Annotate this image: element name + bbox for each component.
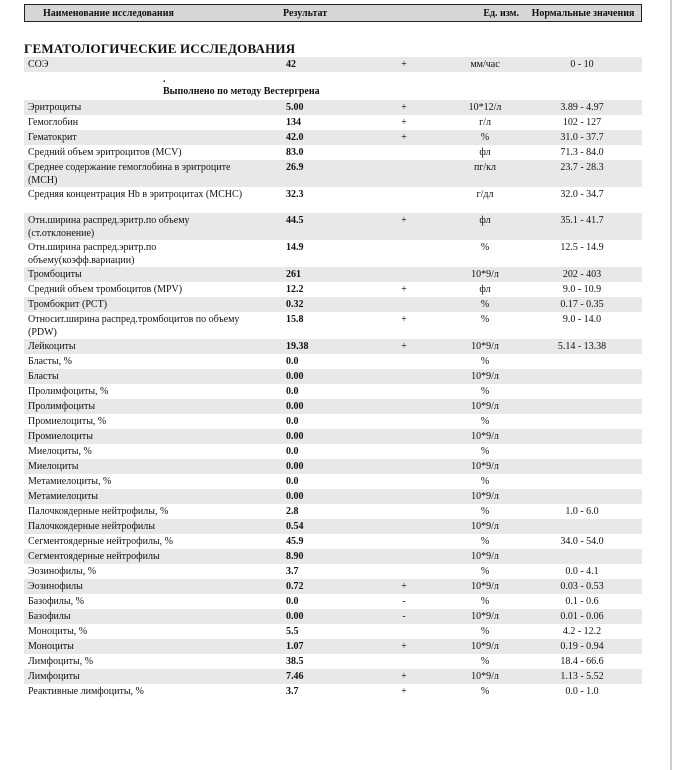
test-unit: 10*9/л: [471, 551, 499, 562]
reference-range: 0.0 - 1.0: [565, 686, 599, 697]
test-name: Средний объем эритроцитов (MCV): [28, 147, 182, 158]
table-row: [24, 115, 642, 130]
table-row: [24, 669, 642, 684]
test-unit: %: [480, 299, 490, 310]
result-flag: +: [401, 132, 407, 143]
test-name: Палочкоядерные нейтрофилы, %: [28, 506, 169, 517]
table-row: [24, 414, 642, 429]
test-unit: %: [480, 314, 490, 325]
reference-range: 0.0 - 4.1: [565, 566, 599, 577]
method-note: [24, 72, 642, 100]
reference-range: 9.0 - 14.0: [562, 314, 602, 325]
test-name: Миелоциты, %: [28, 446, 92, 457]
reference-range: [526, 414, 638, 415]
test-result: 19.38: [286, 341, 309, 352]
test-unit: 10*9/л: [471, 341, 499, 352]
test-name: Моноциты, %: [28, 626, 88, 637]
result-flag: [378, 519, 430, 520]
table-row: [24, 444, 642, 459]
result-flag: [378, 297, 430, 298]
table-row: [24, 489, 642, 504]
result-flag: [378, 624, 430, 625]
test-name: Средняя концентрация Hb в эритроцитах (MCHC): [28, 189, 243, 200]
reference-range: 0.01 - 0.06: [560, 611, 604, 622]
test-unit: 10*9/л: [471, 671, 499, 682]
table-row: [24, 594, 642, 609]
reference-range: 202 - 403: [562, 269, 602, 280]
test-name: Отн.ширина распред.эритр.по объему (ст.отклонение): [28, 215, 190, 239]
test-result: 32.3: [286, 189, 304, 200]
test-name: Тромбоциты: [28, 269, 82, 280]
result-flag: [378, 399, 430, 400]
test-name: Отн.ширина распред.эритр.по объему(коэфф.вариации): [28, 242, 157, 266]
test-result: 42.0: [286, 132, 304, 143]
test-unit: 10*9/л: [471, 269, 499, 280]
table-row: [24, 160, 642, 187]
table-row: [24, 297, 642, 312]
test-unit: 10*9/л: [471, 431, 499, 442]
table-row: [24, 534, 642, 549]
test-result: 0.32: [286, 299, 304, 310]
result-flag: +: [401, 581, 407, 592]
reference-range: [526, 444, 638, 445]
test-name: Базофилы, %: [28, 596, 84, 607]
test-name: СОЭ: [28, 59, 49, 70]
table-row: [24, 624, 642, 639]
reference-range: [526, 459, 638, 460]
test-name: Промиелоциты: [28, 431, 93, 442]
reference-range: 0.1 - 0.6: [565, 596, 599, 607]
test-result: 0.00: [286, 371, 304, 382]
test-result: 8.90: [286, 551, 304, 562]
test-name: Бласты, %: [28, 356, 72, 367]
result-flag: [378, 187, 430, 188]
test-name: Базофилы: [28, 611, 71, 622]
test-unit: %: [480, 416, 490, 427]
test-result: 14.9: [286, 242, 304, 253]
test-result: 261: [286, 269, 301, 280]
table-row: [24, 519, 642, 534]
test-name: Сегментоядерные нейтрофилы: [28, 551, 160, 562]
test-name: Относит.ширина распред.тромбоцитов по объему (PDW): [28, 314, 240, 338]
test-name: Гематокрит: [28, 132, 77, 143]
result-flag: +: [401, 117, 407, 128]
result-flag: +: [401, 284, 407, 295]
table-row: [24, 282, 642, 297]
reference-range: 1.0 - 6.0: [565, 506, 599, 517]
result-flag: [378, 564, 430, 565]
results-table: [24, 100, 642, 699]
test-result: 7.46: [286, 671, 304, 682]
test-unit: пг/кл: [473, 162, 497, 173]
test-unit: %: [480, 356, 490, 367]
test-result: 1.07: [286, 641, 304, 652]
test-result: 2.8: [286, 506, 299, 517]
test-name: Гемоглобин: [28, 117, 79, 128]
result-flag: [378, 267, 430, 268]
test-result: 15.8: [286, 314, 304, 325]
test-name: Метамиелоциты: [28, 491, 99, 502]
test-name: Среднее содержание гемоглобина в эритроците (MCH): [28, 162, 231, 186]
reference-range: 9.0 - 10.9: [562, 284, 602, 295]
test-result: 5.00: [286, 102, 304, 113]
test-unit: 10*9/л: [471, 611, 499, 622]
test-name: Миелоциты: [28, 461, 79, 472]
test-unit: фл: [479, 284, 491, 295]
test-unit: 10*9/л: [471, 401, 499, 412]
test-result: 38.5: [286, 656, 304, 667]
result-flag: +: [401, 671, 407, 682]
test-unit: %: [480, 566, 490, 577]
test-unit: г/л: [479, 117, 491, 128]
reference-range: [526, 549, 638, 550]
result-flag: [378, 429, 430, 430]
test-result: 0.00: [286, 431, 304, 442]
reference-range: [526, 369, 638, 370]
table-row: [24, 312, 642, 339]
test-result: 0.72: [286, 581, 304, 592]
test-unit: %: [480, 446, 490, 457]
result-flag: [378, 414, 430, 415]
result-flag: [378, 354, 430, 355]
test-name: Палочкоядерные нейтрофилы: [28, 521, 155, 532]
test-result: 3.7: [286, 686, 299, 697]
test-result: 0.0: [286, 596, 299, 607]
test-result: 0.54: [286, 521, 304, 532]
table-row: [24, 474, 642, 489]
result-flag: [378, 444, 430, 445]
header-reference: Нормальные значения: [531, 7, 635, 19]
table-row: [24, 145, 642, 160]
table-row: [24, 429, 642, 444]
test-unit: 10*9/л: [471, 641, 499, 652]
table-row: [24, 684, 642, 699]
test-result: 0.0: [286, 416, 299, 427]
reference-range: 0.17 - 0.35: [560, 299, 604, 310]
reference-range: 31.0 - 37.7: [560, 132, 604, 143]
reference-range: 0.19 - 0.94: [560, 641, 604, 652]
reference-range: 102 - 127: [562, 117, 602, 128]
test-unit: %: [480, 242, 490, 253]
table-row: [24, 384, 642, 399]
table-row: [24, 504, 642, 519]
table-row: [24, 130, 642, 145]
reference-range: 71.3 - 84.0: [560, 147, 604, 158]
result-flag: +: [401, 215, 407, 226]
test-name: Метамиелоциты, %: [28, 476, 112, 487]
result-flag: +: [401, 341, 407, 352]
test-result: 0.0: [286, 446, 299, 457]
table-row: [24, 399, 642, 414]
table-row: [24, 57, 642, 72]
reference-range: [526, 429, 638, 430]
result-flag: [378, 384, 430, 385]
result-flag: +: [401, 686, 407, 697]
result-flag: [378, 459, 430, 460]
test-result: 45.9: [286, 536, 304, 547]
table-row: [24, 579, 642, 594]
reference-range: 3.89 - 4.97: [560, 102, 604, 113]
test-unit: г/дл: [476, 189, 494, 200]
test-unit: %: [480, 476, 490, 487]
header-unit: Ед. изм.: [483, 7, 519, 19]
section-title: ГЕМАТОЛОГИЧЕСКИЕ ИССЛЕДОВАНИЯ: [24, 41, 296, 56]
test-name: Моноциты: [28, 641, 74, 652]
reference-range: 32.0 - 34.7: [560, 189, 604, 200]
test-result: 0.0: [286, 476, 299, 487]
table-row: [24, 564, 642, 579]
test-name: Лейкоциты: [28, 341, 76, 352]
test-result: 0.00: [286, 401, 304, 412]
reference-range: 0.03 - 0.53: [560, 581, 604, 592]
test-unit: 10*9/л: [471, 461, 499, 472]
rows-top: [24, 57, 642, 72]
test-result: 0.0: [286, 386, 299, 397]
table-row: [24, 213, 642, 240]
test-unit: %: [480, 626, 490, 637]
test-unit: фл: [479, 147, 491, 158]
test-result: 5.5: [286, 626, 299, 637]
reference-range: 34.0 - 54.0: [560, 536, 604, 547]
test-name: Эритроциты: [28, 102, 82, 113]
header-result: Результат: [283, 7, 328, 19]
result-flag: +: [401, 641, 407, 652]
reference-range: [526, 519, 638, 520]
method-dot: .: [163, 74, 166, 85]
test-name: Сегментоядерные нейтрофилы, %: [28, 536, 174, 547]
result-flag: [378, 240, 430, 241]
test-result: 3.7: [286, 566, 299, 577]
test-unit: фл: [479, 215, 491, 226]
table-header: [24, 4, 642, 22]
reference-range: 4.2 - 12.2: [562, 626, 602, 637]
result-flag: [378, 160, 430, 161]
table-row: [24, 459, 642, 474]
table-row: [24, 654, 642, 669]
reference-range: 1.13 - 5.52: [560, 671, 604, 682]
result-flag: [378, 504, 430, 505]
table-row: [24, 187, 642, 213]
reference-range: 18.4 - 66.6: [560, 656, 604, 667]
test-result: 0.0: [286, 356, 299, 367]
table-row: [24, 639, 642, 654]
table-row: [24, 354, 642, 369]
result-flag: [378, 369, 430, 370]
reference-range: [526, 354, 638, 355]
result-flag: [378, 145, 430, 146]
result-flag: [378, 654, 430, 655]
test-result: 42: [286, 59, 296, 70]
test-unit: %: [480, 132, 490, 143]
result-flag: +: [401, 59, 407, 70]
header-name: Наименование исследования: [43, 7, 174, 19]
test-name: Лимфоциты, %: [28, 656, 94, 667]
table-row: [24, 609, 642, 624]
test-unit: 10*9/л: [471, 371, 499, 382]
table-row: [24, 267, 642, 282]
test-name: Пролимфоциты, %: [28, 386, 109, 397]
test-result: 0.00: [286, 611, 304, 622]
test-unit: %: [480, 686, 490, 697]
test-result: 0.00: [286, 461, 304, 472]
result-flag: [378, 534, 430, 535]
table-row: [24, 240, 642, 267]
result-flag: [378, 549, 430, 550]
test-result: 12.2: [286, 284, 304, 295]
reference-range: [526, 474, 638, 475]
test-name: Эозинофилы: [28, 581, 83, 592]
test-name: Средний объем тромбоцитов (MPV): [28, 284, 183, 295]
method-text: Выполнено по методу Вестергрена: [163, 86, 320, 97]
test-name: Тромбокрит (PCT): [28, 299, 108, 310]
test-result: 0.00: [286, 491, 304, 502]
test-unit: 10*9/л: [471, 491, 499, 502]
table-row: [24, 100, 642, 115]
test-unit: %: [480, 506, 490, 517]
test-name: Лимфоциты: [28, 671, 80, 682]
result-flag: [378, 474, 430, 475]
test-unit: %: [480, 386, 490, 397]
test-unit: %: [480, 596, 490, 607]
table-row: [24, 549, 642, 564]
test-result: 134: [286, 117, 301, 128]
result-flag: +: [401, 102, 407, 113]
result-flag: [378, 489, 430, 490]
test-unit: %: [480, 656, 490, 667]
test-name: Бласты: [28, 371, 59, 382]
test-result: 26.9: [286, 162, 304, 173]
test-name: Эозинофилы, %: [28, 566, 97, 577]
reference-range: [526, 384, 638, 385]
table-row: [24, 339, 642, 354]
lab-report: [24, 4, 642, 699]
test-unit: 10*9/л: [471, 581, 499, 592]
test-unit: мм/час: [470, 59, 500, 70]
test-unit: 10*9/л: [471, 521, 499, 532]
test-result: 83.0: [286, 147, 304, 158]
test-unit: 10*12/л: [468, 102, 502, 113]
page-edge: [670, 0, 672, 770]
test-name: Промиелоциты, %: [28, 416, 107, 427]
result-flag: +: [401, 314, 407, 325]
reference-range: 12.5 - 14.9: [560, 242, 604, 253]
reference-range: [526, 399, 638, 400]
result-flag: -: [402, 596, 406, 607]
reference-range: 23.7 - 28.3: [560, 162, 604, 173]
reference-range: 0 - 10: [570, 59, 594, 70]
reference-range: 5.14 - 13.38: [557, 341, 607, 352]
test-name: Реактивные лимфоциты, %: [28, 686, 144, 697]
result-flag: -: [402, 611, 406, 622]
test-name: Пролимфоциты: [28, 401, 96, 412]
reference-range: 35.1 - 41.7: [560, 215, 604, 226]
table-row: [24, 369, 642, 384]
test-result: 44.5: [286, 215, 304, 226]
test-unit: %: [480, 536, 490, 547]
reference-range: [526, 489, 638, 490]
